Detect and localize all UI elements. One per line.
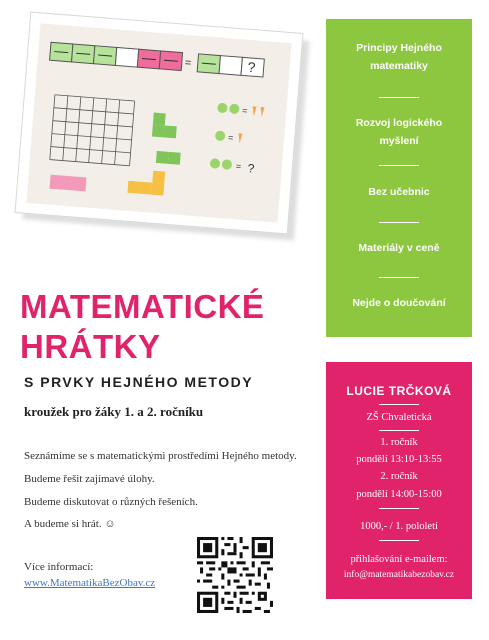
body-line: Budeme řešit zajímavé úlohy.	[24, 473, 155, 485]
time-2: pondělí 14:00-15:00	[356, 489, 442, 500]
subtitle: S PRVKY HEJNÉHO METODY	[24, 374, 254, 390]
website-link[interactable]: www.MatematikaBezObav.cz	[24, 577, 156, 589]
svg-text:?: ?	[247, 161, 255, 176]
svg-text:?: ?	[247, 58, 257, 76]
divider	[379, 165, 419, 166]
price: 1000,- / 1. pololetí	[360, 521, 438, 532]
grade-2: 2. ročník	[380, 471, 418, 482]
svg-text:=: =	[227, 132, 234, 143]
divider	[379, 404, 419, 405]
more-info-label: Více informací:	[24, 561, 94, 573]
divider	[379, 508, 419, 509]
page-title: MATEMATICKÉ HRÁTKY	[20, 288, 265, 365]
svg-text:=: =	[235, 161, 242, 172]
feature-item: Principy Hejného matematiky	[356, 42, 442, 72]
body-line: Seznámíme se s matematickými prostředími Hejného metody.	[24, 450, 297, 462]
feature-item: Bez učebnic	[368, 186, 430, 198]
feature-item: Rozvoj logického myšlení	[355, 117, 443, 147]
contact-email[interactable]: info@matematikabezobav.cz	[343, 570, 455, 580]
feature-item: Materiály v ceně	[358, 242, 440, 254]
body-line: A budeme si hrát. ☺	[24, 518, 116, 530]
svg-text:=: =	[184, 56, 192, 70]
divider	[379, 277, 419, 278]
signup-label: přihlašování e-mailem:	[350, 554, 448, 565]
svg-text:=: =	[241, 105, 248, 116]
features-panel	[326, 19, 472, 337]
divider	[379, 97, 419, 98]
grade-1: 1. ročník	[380, 437, 418, 448]
time-1: pondělí 13:10-13:55	[356, 454, 442, 465]
body-line: Budeme diskutovat o různých řešeních.	[24, 496, 198, 508]
course-description: kroužek pro žáky 1. a 2. ročníku	[24, 404, 204, 419]
qr-code-icon	[197, 537, 273, 613]
feature-item: Nejde o doučování	[352, 297, 446, 309]
teacher-name: LUCIE TRČKOVÁ	[346, 384, 452, 398]
divider	[379, 430, 419, 431]
divider	[379, 222, 419, 223]
school-name: ZŠ Chvaletická	[366, 412, 432, 423]
worksheet-photo	[14, 12, 303, 235]
divider	[379, 540, 419, 541]
contact-panel	[326, 362, 472, 599]
